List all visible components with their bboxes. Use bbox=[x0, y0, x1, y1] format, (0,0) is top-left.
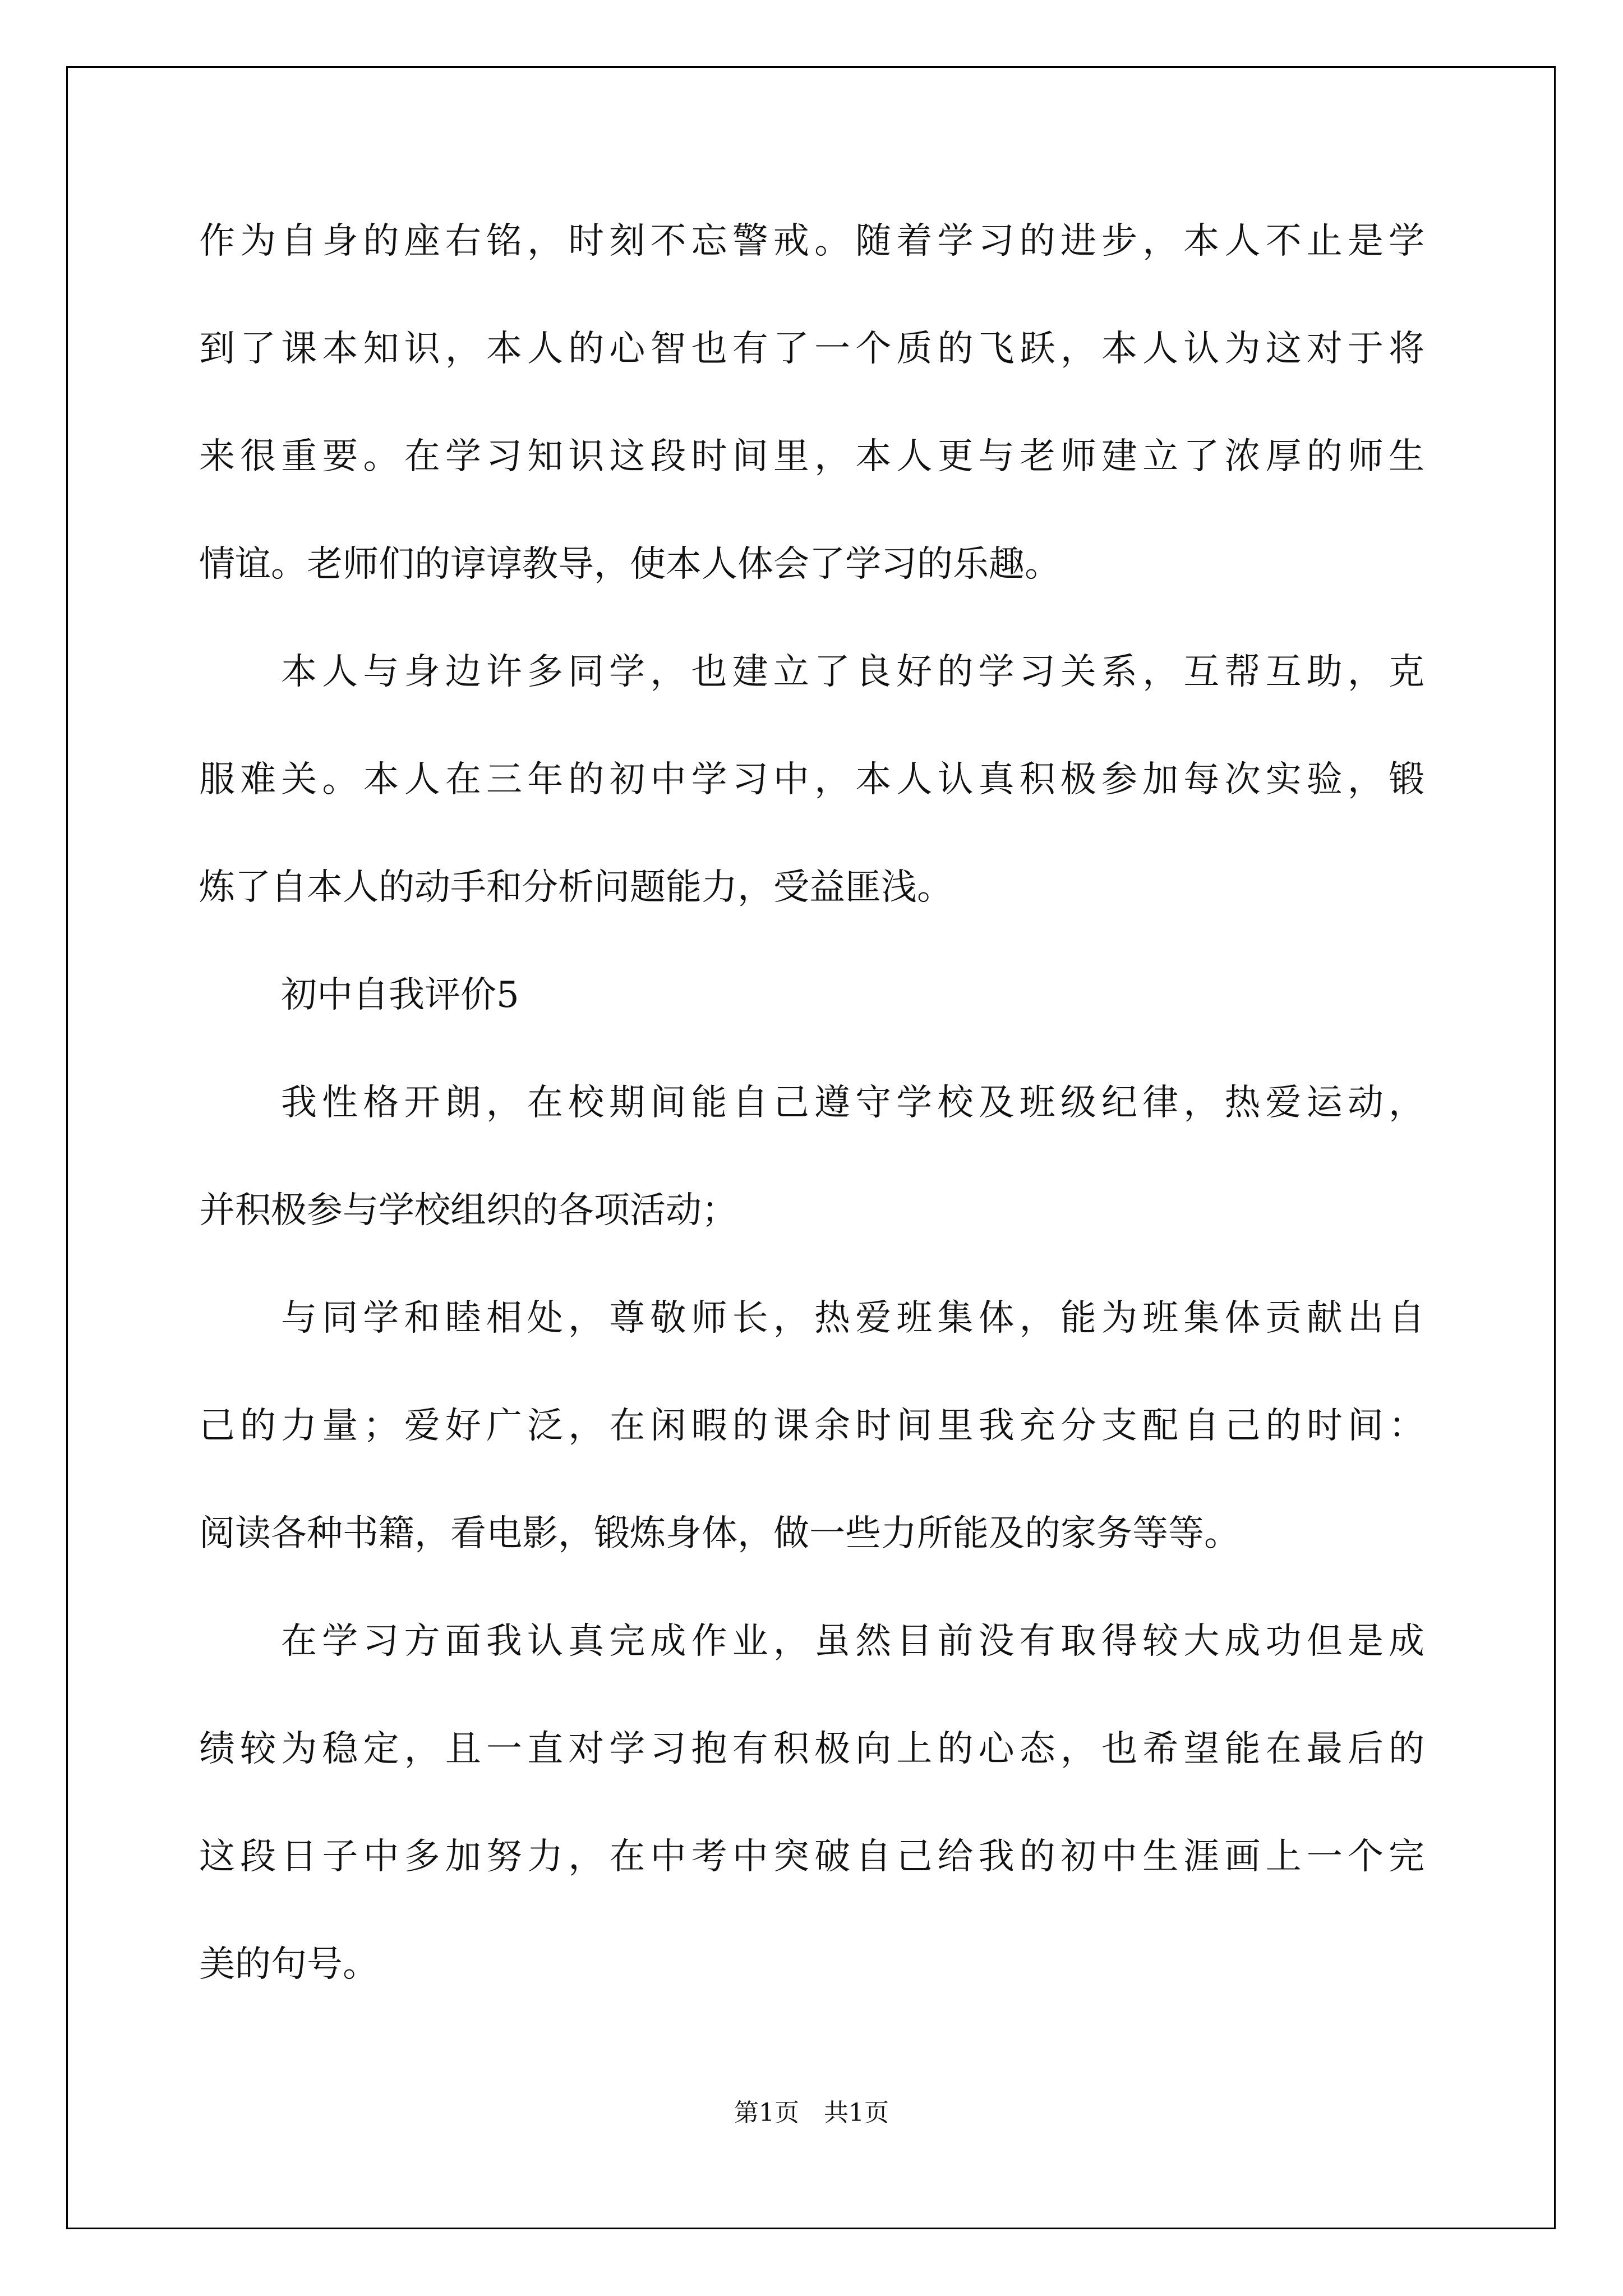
text-line: 美的句号。 bbox=[199, 1944, 379, 1985]
text-line: 服难关。本人在三年的初中学习中，本人认真积极参加每次实验，锻 bbox=[199, 759, 1424, 800]
paragraph-start-line: 我性格开朗，在校期间能自己遵守学校及班级纪律，热爱运动， bbox=[281, 1082, 1424, 1124]
text-line: 情谊。老师们的谆谆教导，使本人体会了学习的乐趣。 bbox=[199, 544, 1061, 585]
text-line: 炼了自本人的动手和分析问题能力，受益匪浅。 bbox=[199, 867, 953, 908]
text-line: 绩较为稳定，且一直对学习抱有积极向上的心态，也希望能在最后的 bbox=[199, 1728, 1424, 1770]
document-body bbox=[199, 213, 1424, 2044]
text-line: 来很重要。在学习知识这段时间里，本人更与老师建立了浓厚的师生 bbox=[199, 436, 1424, 477]
text-line: 这段日子中多加努力，在中考中突破自己给我的初中生涯画上一个完 bbox=[199, 1836, 1424, 1878]
text-line: 作为自身的座右铭，时刻不忘警戒。随着学习的进步，本人不止是学 bbox=[199, 220, 1424, 262]
text-line: 并积极参与学校组织的各项活动； bbox=[199, 1190, 737, 1231]
text-line: 阅读各种书籍，看电影，锻炼身体，做一些力所能及的家务等等。 bbox=[199, 1513, 1240, 1554]
paragraph-start-line: 与同学和睦相处，尊敬师长，热爱班集体，能为班集体贡献出自 bbox=[281, 1297, 1424, 1339]
page-footer bbox=[0, 2092, 1623, 2128]
section-heading: 初中自我评价5 bbox=[281, 974, 519, 1016]
paragraph-start-line: 本人与身边许多同学，也建立了良好的学习关系，互帮互助，克 bbox=[281, 651, 1424, 693]
text-line: 到了课本知识，本人的心智也有了一个质的飞跃，本人认为这对于将 bbox=[199, 328, 1424, 370]
paragraph-start-line: 在学习方面我认真完成作业，虽然目前没有取得较大成功但是成 bbox=[281, 1621, 1424, 1662]
text-line: 己的力量；爱好广泛，在闲暇的课余时间里我充分支配自己的时间： bbox=[199, 1405, 1424, 1447]
page-total: 共1页 bbox=[824, 2099, 889, 2127]
page-number: 第1页 bbox=[734, 2099, 799, 2127]
